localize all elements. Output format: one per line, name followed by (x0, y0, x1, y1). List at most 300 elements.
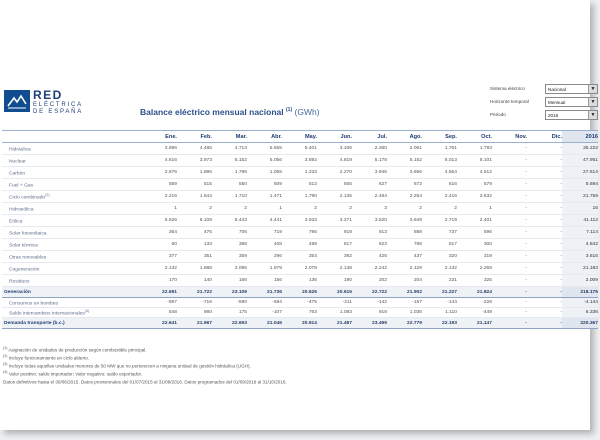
report-header (0, 0, 596, 124)
table-row (2, 275, 598, 287)
table-row (2, 179, 598, 191)
row-label-text: Saldo intercambios internacionales (9, 311, 85, 317)
filter-label: Horizonte temporal (490, 99, 529, 104)
value-cell: 1.055 (247, 167, 282, 179)
column-header: Abr. (247, 131, 282, 143)
value-cell: -475 (282, 298, 317, 308)
table-row (2, 287, 598, 298)
total-cell: 27.614 (562, 167, 598, 179)
value-cell: 559 (142, 179, 177, 191)
value-cell: - (527, 263, 562, 275)
row-label-text: Cogeneración (9, 267, 40, 273)
value-cell: 21.967 (177, 318, 212, 329)
value-cell: 919 (317, 227, 352, 239)
value-cell: - (527, 215, 562, 227)
value-cell: -107 (247, 308, 282, 318)
value-cell: 319 (457, 251, 492, 263)
total-cell: 21.759 (562, 191, 598, 203)
value-cell: 5.152 (387, 155, 422, 167)
row-label-text: Fuel + Gas (9, 183, 34, 189)
value-cell: 23.499 (352, 318, 387, 329)
value-cell: - (492, 203, 527, 215)
select-value: 2016 (548, 112, 559, 118)
column-header: Mar. (212, 131, 247, 143)
value-cell: 22.193 (422, 318, 457, 329)
brand-line-1: RED (33, 88, 63, 102)
table-row (2, 191, 598, 203)
value-cell: 1.988 (177, 263, 212, 275)
value-cell: - (527, 167, 562, 179)
footnote-text: Valor positivo: saldo importador; Valor negativo: saldo exportador. (8, 371, 143, 377)
table-row (2, 155, 598, 167)
value-cell: 1.979 (247, 263, 282, 275)
horizonte-temporal-select[interactable] (545, 97, 598, 107)
total-cell: 5.694 (562, 179, 598, 191)
value-cell: 2.676 (142, 167, 177, 179)
value-cell: 3.271 (317, 215, 352, 227)
total-cell: 16 (562, 203, 598, 215)
title-note-ref: (1) (286, 107, 293, 114)
row-label (2, 203, 142, 215)
value-cell: 20.914 (282, 318, 317, 329)
brand-line-2: ELÉCTRICA (33, 102, 83, 108)
value-cell: 1.710 (212, 191, 247, 203)
title-text: Balance eléctrico mensual nacional (140, 107, 284, 117)
value-cell: 3.973 (177, 155, 212, 167)
value-cell: 3.106 (317, 143, 352, 155)
value-cell: 550 (212, 179, 247, 191)
row-label-text: Ciclo combinado (9, 195, 46, 201)
filter-label: Sistema eléctrico (490, 86, 525, 91)
header-row (2, 131, 598, 143)
value-cell: 2 (317, 203, 352, 215)
column-header: May. (282, 131, 317, 143)
total-cell: 21.183 (562, 263, 598, 275)
value-cell: 2 (422, 203, 457, 215)
row-label (2, 167, 142, 179)
value-cell: -144 (422, 298, 457, 308)
select-value: Nacional (548, 86, 566, 92)
total-cell: 2.009 (562, 275, 598, 287)
value-cell: 175 (212, 308, 247, 318)
value-cell: 1.083 (317, 308, 352, 318)
value-cell: 5.626 (142, 215, 177, 227)
value-cell: 21.487 (317, 318, 352, 329)
row-label (2, 179, 142, 191)
value-cell: - (492, 318, 527, 329)
value-cell: 20.615 (317, 287, 352, 298)
value-cell: - (492, 298, 527, 308)
value-cell: - (527, 318, 562, 329)
value-cell: - (527, 251, 562, 263)
value-cell: 1.233 (282, 167, 317, 179)
total-cell: 3.616 (562, 251, 598, 263)
value-cell: - (527, 203, 562, 215)
row-label (2, 263, 142, 275)
total-cell: 218.175 (562, 287, 598, 298)
value-cell: 408 (247, 239, 282, 251)
value-cell: 1.035 (387, 308, 422, 318)
value-cell: 2.270 (317, 167, 352, 179)
value-cell: 21.147 (457, 318, 492, 329)
value-cell: 156 (247, 275, 282, 287)
value-cell: -211 (317, 298, 352, 308)
value-cell: 555 (317, 179, 352, 191)
value-cell: 1.761 (422, 143, 457, 155)
table-body (2, 143, 598, 329)
table-row (2, 215, 598, 227)
value-cell: 22.691 (142, 287, 177, 298)
value-cell: 4.564 (422, 167, 457, 179)
footnote-ref: (2) (3, 354, 8, 358)
value-cell: - (527, 298, 562, 308)
brand-name (33, 89, 83, 115)
value-cell: 499 (282, 239, 317, 251)
value-cell: 3.649 (387, 215, 422, 227)
total-cell: 7.114 (562, 227, 598, 239)
value-cell: 22.641 (142, 318, 177, 329)
filter-row-horizonte (490, 97, 598, 110)
column-header: Ene. (142, 131, 177, 143)
total-cell: 220.367 (562, 318, 598, 329)
value-cell: 817 (317, 239, 352, 251)
value-cell: 202 (352, 275, 387, 287)
row-label-text: Solar térmica (9, 243, 38, 249)
value-cell: 3 (352, 203, 387, 215)
value-cell: - (527, 287, 562, 298)
value-cell: 918 (352, 308, 387, 318)
value-cell: 364 (142, 227, 177, 239)
filter-row-periodo (490, 110, 598, 123)
row-note-ref: (4) (84, 308, 90, 313)
value-cell: 4.486 (177, 143, 212, 155)
value-cell: 2.129 (387, 263, 422, 275)
footnote-ref: (1) (3, 346, 8, 350)
value-cell: 2.132 (142, 263, 177, 275)
value-cell: 359 (212, 251, 247, 263)
value-cell: 2.051 (387, 143, 422, 155)
total-cell: 35.222 (562, 143, 598, 155)
column-header: Oct. (457, 131, 492, 143)
filter-row-sistema (490, 84, 598, 97)
row-label (2, 191, 142, 203)
value-cell: - (492, 308, 527, 318)
row-label (2, 227, 142, 239)
filter-panel (490, 84, 598, 123)
footnote-ref: (3) (3, 362, 8, 366)
value-cell: 913 (352, 227, 387, 239)
footnote-text: Incluye todas aquellas unidades menores de 50 MW que no pertenecen a ninguna unidad de gestión hidráulica (UGH). (8, 363, 251, 369)
value-cell: 425 (352, 251, 387, 263)
value-cell: -716 (177, 298, 212, 308)
value-cell: 21.902 (387, 287, 422, 298)
value-cell: 2.216 (142, 191, 177, 203)
column-header-total: 2016 (562, 131, 598, 143)
value-cell: 4.714 (212, 143, 247, 155)
footnote (3, 352, 583, 360)
total-cell: 6.336 (562, 308, 598, 318)
value-cell: 798 (387, 239, 422, 251)
value-cell: 22.693 (212, 318, 247, 329)
value-cell: 5.152 (212, 155, 247, 167)
row-label (2, 251, 142, 263)
value-cell: 204 (387, 275, 422, 287)
value-cell: 1.790 (282, 191, 317, 203)
value-cell: - (492, 251, 527, 263)
row-label-text: Otras renovables (9, 255, 47, 261)
value-cell: 4.512 (457, 167, 492, 179)
value-cell: 627 (352, 179, 387, 191)
row-label (2, 143, 142, 155)
value-cell: 3.520 (352, 215, 387, 227)
value-cell: 22.779 (387, 318, 422, 329)
value-cell: - (527, 239, 562, 251)
row-label (2, 215, 142, 227)
row-label (2, 298, 142, 308)
value-cell: -142 (352, 298, 387, 308)
table-row (2, 203, 598, 215)
value-cell: 392 (317, 251, 352, 263)
row-label (2, 239, 142, 251)
value-cell: 1.644 (177, 191, 212, 203)
row-label-text: Consumos en bombeo (9, 301, 59, 307)
value-cell: 5.443 (212, 215, 247, 227)
table-row (2, 298, 598, 308)
table-row (2, 239, 598, 251)
table-row (2, 308, 598, 318)
value-cell: - (492, 179, 527, 191)
value-cell: 737 (422, 227, 457, 239)
value-cell: 515 (177, 179, 212, 191)
value-cell: - (492, 167, 527, 179)
value-cell: 3.933 (282, 215, 317, 227)
value-cell: - (492, 155, 527, 167)
value-cell: 823 (352, 239, 387, 251)
total-cell: 4.842 (562, 239, 598, 251)
value-cell: 300 (457, 239, 492, 251)
page-title (140, 107, 320, 117)
header-label-cell (2, 131, 142, 143)
footnote-ref: (4) (3, 370, 8, 374)
value-cell: 2.242 (352, 263, 387, 275)
value-cell: 960 (177, 308, 212, 318)
value-cell: 1 (457, 203, 492, 215)
filter-label: Periodo (490, 112, 506, 117)
value-cell: 5.401 (282, 143, 317, 155)
value-cell: 325 (457, 275, 492, 287)
footnote (3, 376, 583, 384)
value-cell: 5.178 (352, 155, 387, 167)
value-cell: -157 (387, 298, 422, 308)
value-cell: 3.632 (457, 191, 492, 203)
value-cell: 156 (212, 275, 247, 287)
ree-logo-icon (4, 90, 30, 112)
table-row (2, 143, 598, 155)
sistema-electrico-select[interactable] (545, 84, 598, 94)
value-cell: 3.896 (142, 143, 177, 155)
table-row (2, 251, 598, 263)
value-cell: 4.441 (247, 215, 282, 227)
value-cell: 133 (177, 239, 212, 251)
column-header: Sep. (422, 131, 457, 143)
value-cell: 23.109 (212, 287, 247, 298)
row-label-text: Residuos (9, 279, 30, 285)
column-header: Nov. (492, 131, 527, 143)
value-cell: 1.793 (457, 143, 492, 155)
value-cell: 2.360 (352, 143, 387, 155)
row-label-text: Nuclear (9, 159, 26, 165)
value-cell: 2.401 (457, 215, 492, 227)
value-cell: 848 (142, 308, 177, 318)
value-cell: 5.013 (422, 155, 457, 167)
row-label (2, 275, 142, 287)
row-label-text: Demanda transporte (b.c.) (4, 320, 65, 326)
select-value: Mensual (548, 99, 566, 105)
value-cell: 2.078 (282, 263, 317, 275)
chevron-down-icon[interactable]: ▼ (588, 98, 597, 106)
row-label (2, 287, 142, 298)
column-header: Jun. (317, 131, 352, 143)
column-header: Ago. (387, 131, 422, 143)
value-cell: 2.138 (317, 263, 352, 275)
value-cell: 2.484 (352, 191, 387, 203)
value-cell: 3.656 (387, 167, 422, 179)
value-cell: 706 (212, 227, 247, 239)
value-cell: 888 (387, 227, 422, 239)
title-unit: (GWh) (294, 107, 320, 117)
brand-line-3: DE ESPAÑA (33, 109, 84, 115)
value-cell: - (527, 155, 562, 167)
value-cell: - (492, 227, 527, 239)
table-row (2, 318, 598, 329)
value-cell: 2 (387, 203, 422, 215)
value-cell: 4.616 (142, 155, 177, 167)
value-cell: 617 (422, 239, 457, 251)
value-cell: - (492, 239, 527, 251)
value-cell: 509 (247, 179, 282, 191)
value-cell: 4.819 (317, 155, 352, 167)
value-cell: - (527, 179, 562, 191)
value-cell: - (527, 308, 562, 318)
column-header: Dic. (527, 131, 562, 143)
value-cell: 140 (177, 275, 212, 287)
value-cell: 21.046 (247, 318, 282, 329)
total-cell: 41.112 (562, 215, 598, 227)
balance-table (2, 130, 598, 329)
value-cell: - (492, 275, 527, 287)
value-cell: 1.471 (247, 191, 282, 203)
value-cell: 2.719 (422, 215, 457, 227)
table-row (2, 167, 598, 179)
total-cell: -4.144 (562, 298, 598, 308)
value-cell: - (527, 143, 562, 155)
value-cell: 2.416 (422, 191, 457, 203)
row-label (2, 155, 142, 167)
value-cell: 21.736 (247, 287, 282, 298)
column-header: Jul. (352, 131, 387, 143)
table-row (2, 263, 598, 275)
value-cell: 2.132 (422, 263, 457, 275)
value-cell: -228 (457, 298, 492, 308)
periodo-select[interactable] (545, 110, 598, 120)
table-row (2, 227, 598, 239)
value-cell: 616 (422, 179, 457, 191)
value-cell: 22.722 (352, 287, 387, 298)
value-cell: 476 (177, 227, 212, 239)
value-cell: 2.095 (212, 263, 247, 275)
value-cell: 296 (247, 251, 282, 263)
value-cell: - (527, 275, 562, 287)
value-cell: 3.946 (352, 167, 387, 179)
value-cell: 351 (177, 251, 212, 263)
value-cell: 20.626 (282, 287, 317, 298)
value-cell: 796 (282, 227, 317, 239)
value-cell: - (527, 227, 562, 239)
value-cell: 320 (422, 251, 457, 263)
value-cell: 377 (142, 251, 177, 263)
value-cell: 1 (142, 203, 177, 215)
value-cell: 1 (247, 203, 282, 215)
value-cell: 190 (317, 275, 352, 287)
value-cell: - (492, 287, 527, 298)
value-cell: 21.824 (457, 287, 492, 298)
value-cell: - (492, 215, 527, 227)
footnote (3, 344, 583, 352)
value-cell: -584 (247, 298, 282, 308)
row-label-text: Hidráulica (9, 147, 31, 153)
value-cell: 2 (282, 203, 317, 215)
value-cell: 596 (457, 227, 492, 239)
chevron-down-icon[interactable]: ▼ (588, 85, 597, 93)
value-cell: 672 (387, 179, 422, 191)
total-cell: 47.951 (562, 155, 598, 167)
value-cell: 1.996 (177, 167, 212, 179)
row-label-text: Solar fotovoltaica (9, 231, 47, 237)
value-cell: 354 (282, 251, 317, 263)
column-header: Feb. (177, 131, 212, 143)
value-cell: 170 (142, 275, 177, 287)
value-cell: 579 (457, 179, 492, 191)
value-cell: 512 (282, 179, 317, 191)
chevron-down-icon[interactable]: ▼ (588, 111, 597, 119)
value-cell: 1.796 (212, 167, 247, 179)
footnote-text: Incluye funcionamiento en ciclo abierto. (8, 355, 90, 361)
value-cell: -449 (457, 308, 492, 318)
value-cell: 5.056 (247, 155, 282, 167)
value-cell: 1.110 (422, 308, 457, 318)
value-cell: 21.227 (422, 287, 457, 298)
value-cell: 388 (212, 239, 247, 251)
value-cell: - (527, 191, 562, 203)
row-label (2, 318, 142, 329)
value-cell: -897 (142, 298, 177, 308)
footnote (3, 368, 583, 376)
value-cell: 2 (212, 203, 247, 215)
footnote (3, 360, 583, 368)
value-cell: -590 (212, 298, 247, 308)
table-header (2, 131, 598, 143)
value-cell: - (492, 143, 527, 155)
value-cell: 763 (282, 308, 317, 318)
value-cell: 2 (177, 203, 212, 215)
value-cell: 5.101 (457, 155, 492, 167)
value-cell: 3.892 (282, 155, 317, 167)
value-cell: 6.109 (177, 215, 212, 227)
value-cell: 5.655 (247, 143, 282, 155)
value-cell: 60 (142, 239, 177, 251)
value-cell: - (492, 191, 527, 203)
row-label-text: Generación (4, 289, 31, 295)
